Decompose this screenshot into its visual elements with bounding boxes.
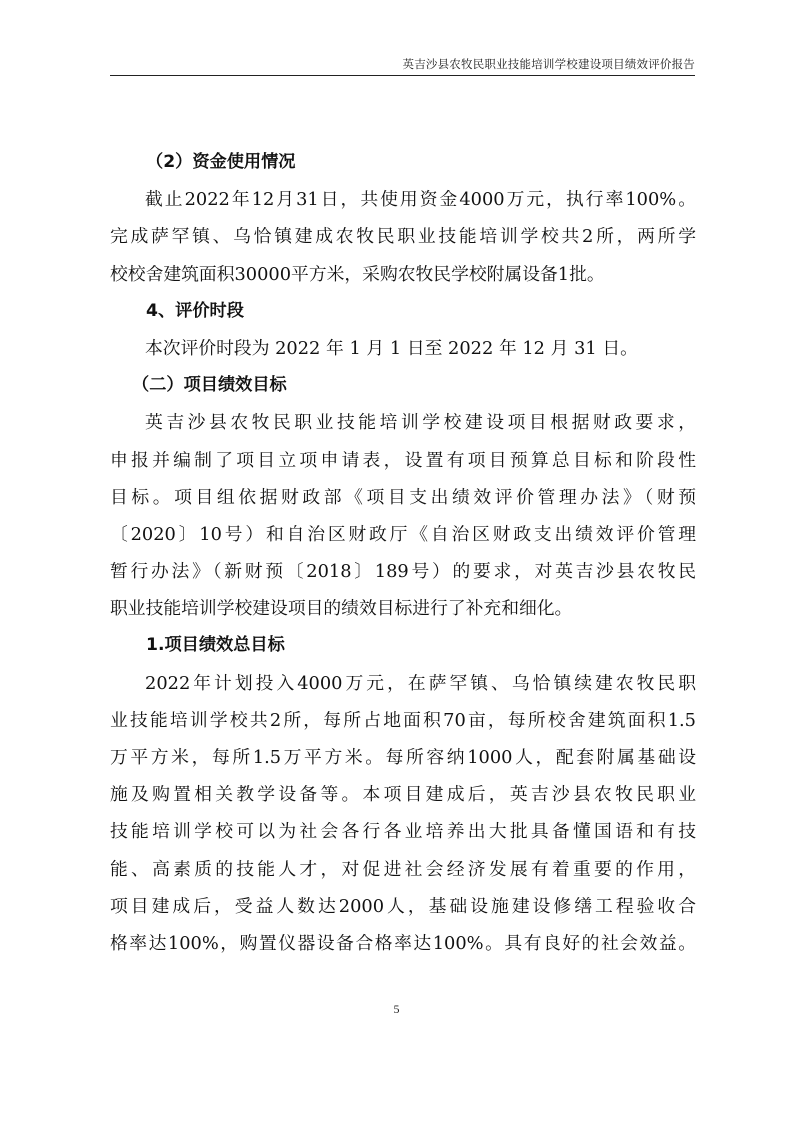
paragraph-line: 英吉沙县农牧民职业技能培训学校建设项目根据财政要求，: [145, 412, 696, 434]
running-header: 英吉沙县农牧民职业技能培训学校建设项目绩效评价报告: [402, 57, 695, 71]
paragraph-line: 本次评价时段为 2022 年 1 月 1 日至 2022 年 12 月 31 日。: [145, 337, 638, 359]
heading-fund-usage: （2）资金使用情况: [146, 152, 296, 172]
page-body: [110, 144, 696, 962]
paragraph-line: 职业技能培训学校建设项目的绩效目标进行了补充和细化。: [110, 598, 573, 620]
paragraph-line: 2022年计划投入4000万元，在萨罕镇、乌恰镇续建农牧民职: [145, 672, 696, 694]
heading-performance-goals: （二）项目绩效目标: [132, 375, 287, 396]
paragraph-line: 目标。项目组依据财政部《项目支出绩效评价管理办法》（财预: [110, 486, 696, 508]
paragraph-line: 校校舍建筑面积30000平方米，采购农牧民学校附属设备1批。: [110, 263, 605, 285]
header-rule: [110, 75, 695, 76]
paragraph-line: 万平方米，每所1.5万平方米。每所容纳1000人，配套附属基础设: [110, 747, 696, 768]
paragraph-line: 技能培训学校可以为社会各行各业培养出大批具备懂国语和有技: [110, 821, 696, 843]
paragraph-line: 申报并编制了项目立项申请表，设置有项目预算总目标和阶段性: [110, 449, 696, 471]
heading-evaluation-period: 4、评价时段: [146, 300, 244, 321]
paragraph-line: 业技能培训学校共2所，每所占地面积70亩，每所校舍建筑面积1.5: [110, 709, 696, 731]
heading-overall-goal: 1.项目绩效总目标: [146, 635, 285, 656]
paragraph-line: 项目建成后，受益人数达2000人，基础设施建设修缮工程验收合: [110, 895, 696, 917]
paragraph-line: 完成萨罕镇、乌恰镇建成农牧民职业技能培训学校共2所，两所学: [110, 226, 696, 248]
paragraph-line: 施及购置相关教学设备等。本项目建成后，英吉沙县农牧民职业: [110, 784, 696, 806]
paragraph-line: 格率达100%，购置仪器设备合格率达100%。具有良好的社会效益。: [110, 932, 696, 954]
page-number: 5: [393, 1002, 400, 1016]
paragraph-line: 暂行办法》（新财预〔2018〕189号）的要求，对英吉沙县农牧民: [110, 561, 696, 583]
paragraph-line: 截止2022年12月31日，共使用资金4000万元，执行率100%。: [145, 189, 696, 211]
paragraph-line: 能、高素质的技能人才，对促进社会经济发展有着重要的作用，: [110, 858, 696, 880]
paragraph-line: 〔2020〕10号）和自治区财政厅《自治区财政支出绩效评价管理: [110, 523, 696, 545]
